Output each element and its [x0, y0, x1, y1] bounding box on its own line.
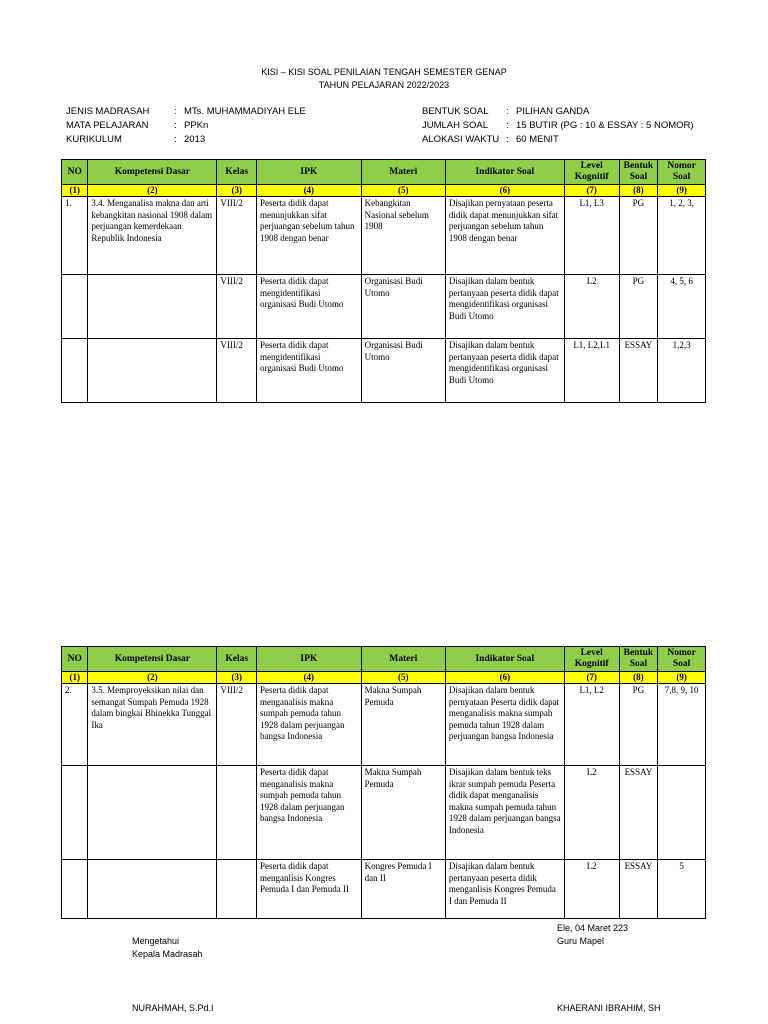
cell-nomor: 4, 5, 6: [658, 275, 706, 339]
cell-no: 2.: [62, 684, 88, 766]
kisi-table-2: [61, 646, 706, 919]
cell-no: [62, 766, 88, 860]
table-row: [62, 339, 706, 403]
cell-materi: Organisasi Budi Utomo: [361, 339, 445, 403]
cell-kompetensi-dasar: [88, 860, 217, 919]
cell-ipk: Peserta didik dapat mengidentifikasi organisasi Budi Utomo: [257, 339, 362, 403]
column-number: (1): [62, 185, 88, 197]
header-indikator-soal: Indikator Soal: [445, 647, 564, 672]
header-level-kognitif: Level Kognitif: [564, 160, 619, 185]
header-level-kognitif: Level Kognitif: [564, 647, 619, 672]
header-ipk: IPK: [257, 647, 362, 672]
cell-nomor: 1, 2, 3,: [658, 197, 706, 275]
info-separator: :: [174, 134, 177, 145]
column-number: (1): [62, 672, 88, 684]
cell-level: L2: [564, 860, 619, 919]
info-row-bentuk-soal: [422, 105, 694, 119]
cell-bentuk: PG: [619, 197, 658, 275]
info-value: MTs. MUHAMMADIYAH ELE: [184, 106, 306, 117]
column-number: (8): [619, 672, 658, 684]
column-number: (7): [564, 672, 619, 684]
info-label: MATA PELAJARAN: [66, 120, 149, 131]
header-bentuk-soal: Bentuk Soal: [619, 160, 658, 185]
cell-materi: Kongres Pemuda I dan II: [361, 860, 445, 919]
cell-bentuk: ESSAY: [619, 860, 658, 919]
info-separator: :: [506, 134, 509, 145]
cell-kompetensi-dasar: 3.5. Memproyeksikan nilai dan semangat Sumpah Pemuda 1928 dalam bingkai Bhinekka Tunggal Ika: [88, 684, 217, 766]
info-label: ALOKASI WAKTU: [422, 134, 500, 145]
info-separator: :: [506, 120, 509, 131]
column-number: (5): [361, 672, 445, 684]
info-separator: :: [174, 106, 177, 117]
signature-left-line2: Kepala Madrasah: [132, 949, 203, 959]
cell-level: L2: [564, 275, 619, 339]
info-value: 15 BUTIR (PG : 10 & ESSAY : 5 NOMOR): [516, 120, 694, 131]
column-number: (2): [88, 185, 217, 197]
table-row: [62, 275, 706, 339]
info-value: 2013: [184, 134, 206, 145]
column-number: (9): [658, 185, 706, 197]
cell-nomor: 5: [658, 860, 706, 919]
cell-indikator: Disajikan dalam bentuk pertanyaan peserta didik menganlisis Kongres Pemuda I dan Pemuda II: [445, 860, 564, 919]
cell-ipk: Peserta didik dapat menunjukkan sifat perjuangan sebelum tahun 1908 dengan benar: [257, 197, 362, 275]
cell-kompetensi-dasar: [88, 766, 217, 860]
cell-nomor: 7,8, 9, 10: [658, 684, 706, 766]
info-label: JUMLAH SOAL: [422, 120, 488, 131]
cell-ipk: Peserta didik dapat menganalisis makna sumpah pemuda tahun 1928 dalam perjuangan bangsa Indonesia: [257, 684, 362, 766]
cell-materi: Makna Sumpah Pemuda: [361, 684, 445, 766]
column-number-row: [62, 672, 706, 684]
cell-kelas: [217, 766, 257, 860]
cell-no: [62, 275, 88, 339]
cell-indikator: Disajikan dalam bentuk teks ikrar sumpah pemuda Peserta didik dapat menganalisis makna sumpah pemuda tahun 1928 dalam perjuangan bangsa Indonesia: [445, 766, 564, 860]
cell-kompetensi-dasar: [88, 275, 217, 339]
column-number: (4): [257, 672, 362, 684]
document-title: KISI – KISI SOAL PENILAIAN TENGAH SEMESTER GENAP: [261, 67, 507, 77]
info-row-alokasi-waktu: [422, 133, 694, 147]
table-header-row: [62, 647, 706, 672]
cell-ipk: Peserta didik dapat mengidentifikasi organisasi Budi Utomo: [257, 275, 362, 339]
info-separator: :: [174, 120, 177, 131]
info-value: 60 MENIT: [516, 134, 559, 145]
cell-indikator: Disajikan dalam bentuk pertanyaan peserta didik dapat mengidentifikasi organisasi Budi Utomo: [445, 275, 564, 339]
info-row-mata-pelajaran: [66, 119, 306, 133]
cell-indikator: Disajikan dalam bentuk pernyataan Peserta didik dapat menganalisis makna sumpah pemuda tahun 1928 dalam perjuangan bangsa Indonesia: [445, 684, 564, 766]
cell-materi: Kebangkitan Nasional sebelum 1908: [361, 197, 445, 275]
column-number: (6): [445, 185, 564, 197]
cell-materi: Makna Sumpah Pemuda: [361, 766, 445, 860]
cell-kelas: VIII/2: [217, 684, 257, 766]
table-header-row: [62, 160, 706, 185]
cell-kelas: VIII/2: [217, 197, 257, 275]
cell-no: [62, 339, 88, 403]
cell-bentuk: PG: [619, 275, 658, 339]
info-separator: :: [506, 106, 509, 117]
cell-ipk: Peserta didik dapat menganlisis Kongres Pemuda I dan Pemuda II: [257, 860, 362, 919]
header-ipk: IPK: [257, 160, 362, 185]
table-row: [62, 197, 706, 275]
table-row: [62, 684, 706, 766]
table-row: [62, 766, 706, 860]
info-label: JENIS MADRASAH: [66, 106, 150, 117]
column-number: (5): [361, 185, 445, 197]
document-subtitle: TAHUN PELAJARAN 2022/2023: [318, 80, 450, 90]
cell-kelas: VIII/2: [217, 275, 257, 339]
info-row-kurikulum: [66, 133, 306, 147]
header-materi: Materi: [361, 160, 445, 185]
column-number: (3): [217, 185, 257, 197]
cell-kompetensi-dasar: [88, 339, 217, 403]
table-row: [62, 860, 706, 919]
header-nomor-soal: Nomor Soal: [658, 160, 706, 185]
info-label: KURIKULUM: [66, 134, 122, 145]
column-number: (4): [257, 185, 362, 197]
header-bentuk-soal: Bentuk Soal: [619, 647, 658, 672]
signature-right-line2: Guru Mapel: [557, 936, 605, 946]
info-row-jumlah-soal: [422, 119, 694, 133]
header-kelas: Kelas: [217, 647, 257, 672]
cell-indikator: Disajikan dalam bentuk pertanyaan peserta didik dapat mengidentifikasi organisasi Budi Utomo: [445, 339, 564, 403]
column-number: (8): [619, 185, 658, 197]
header-kelas: Kelas: [217, 160, 257, 185]
cell-kelas: [217, 860, 257, 919]
header-materi: Materi: [361, 647, 445, 672]
column-number: (2): [88, 672, 217, 684]
column-number: (9): [658, 672, 706, 684]
header-no: NO: [62, 160, 88, 185]
cell-level: L1, L2,L1: [564, 339, 619, 403]
cell-level: L2: [564, 766, 619, 860]
column-number: (6): [445, 672, 564, 684]
signature-right-line1: Ele, 04 Maret 223: [557, 923, 629, 933]
header-nomor-soal: Nomor Soal: [658, 647, 706, 672]
cell-nomor: 1,2,3: [658, 339, 706, 403]
info-left: [66, 105, 306, 147]
cell-nomor: [658, 766, 706, 860]
header-kompetensi-dasar: Kompetensi Dasar: [88, 647, 217, 672]
info-right: [422, 105, 694, 147]
info-row-jenis-madrasah: [66, 105, 306, 119]
header-indikator-soal: Indikator Soal: [445, 160, 564, 185]
cell-bentuk: ESSAY: [619, 766, 658, 860]
cell-no: 1.: [62, 197, 88, 275]
info-value: PILIHAN GANDA: [516, 106, 590, 117]
cell-level: L1, L3: [564, 197, 619, 275]
cell-level: L1, L2: [564, 684, 619, 766]
info-value: PPKn: [184, 120, 209, 131]
kisi-table-1: [61, 159, 706, 403]
column-number-row: [62, 185, 706, 197]
signature-left-name: NURAHMAH, S.Pd.I: [132, 1003, 214, 1013]
cell-materi: Organisasi Budi Utomo: [361, 275, 445, 339]
cell-bentuk: PG: [619, 684, 658, 766]
signature-right-name: KHAERANI IBRAHIM, SH: [557, 1003, 661, 1013]
cell-indikator: Disajikan pernyataan peserta didik dapat menunjukkan sifat perjuangan sebelum tahun 1908 dengan benar: [445, 197, 564, 275]
cell-kelas: VIII/2: [217, 339, 257, 403]
info-label: BENTUK SOAL: [422, 106, 489, 117]
cell-ipk: Peserta didik dapat menganalisis makna sumpah pemuda tahun 1928 dalam perjuangan bangsa Indonesia: [257, 766, 362, 860]
column-number: (7): [564, 185, 619, 197]
cell-no: [62, 860, 88, 919]
header-no: NO: [62, 647, 88, 672]
signature-left-line1: Mengetahui: [132, 936, 180, 946]
header-kompetensi-dasar: Kompetensi Dasar: [88, 160, 217, 185]
column-number: (3): [217, 672, 257, 684]
cell-kompetensi-dasar: 3.4. Menganalisa makna dan arti kebangkitan nasional 1908 dalam perjuangan kemerdekaan Republik Indonesia: [88, 197, 217, 275]
cell-bentuk: ESSAY: [619, 339, 658, 403]
